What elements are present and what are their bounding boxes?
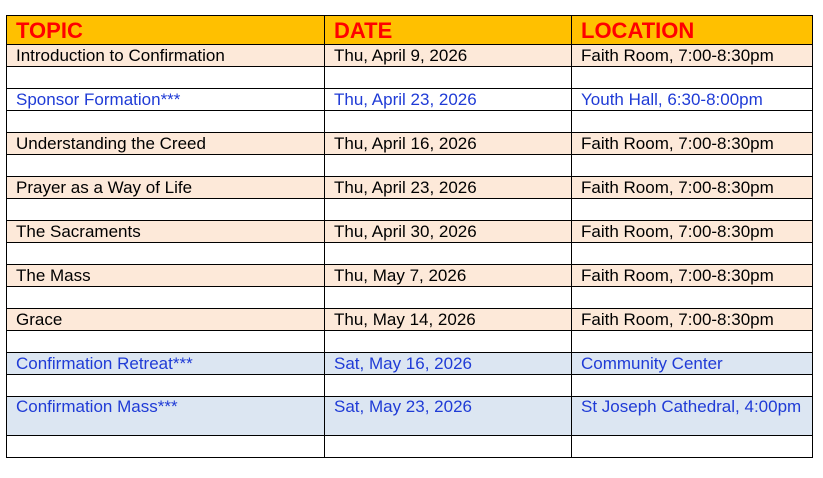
date-cell: Thu, April 9, 2026 [325, 45, 572, 67]
location-header: LOCATION [572, 16, 813, 45]
topic-cell: Grace [7, 309, 325, 331]
table-row [7, 353, 813, 375]
date-cell: Thu, April 16, 2026 [325, 133, 572, 155]
spacer-row [7, 287, 813, 309]
topic-cell: Confirmation Mass*** [7, 397, 325, 436]
table-row [7, 221, 813, 243]
spacer-row [7, 243, 813, 265]
location-cell: Youth Hall, 6:30-8:00pm [572, 89, 813, 111]
location-cell: Faith Room, 7:00-8:30pm [572, 45, 813, 67]
table-row [7, 177, 813, 199]
topic-cell: Prayer as a Way of Life [7, 177, 325, 199]
location-cell: Faith Room, 7:00-8:30pm [572, 221, 813, 243]
spacer-row [7, 331, 813, 353]
topic-cell: The Mass [7, 265, 325, 287]
topic-cell: Introduction to Confirmation [7, 45, 325, 67]
date-cell: Thu, April 23, 2026 [325, 89, 572, 111]
date-cell: Thu, May 14, 2026 [325, 309, 572, 331]
spacer-row [7, 67, 813, 89]
table-row [7, 397, 813, 436]
table-row [7, 265, 813, 287]
date-cell: Thu, April 30, 2026 [325, 221, 572, 243]
location-cell: Faith Room, 7:00-8:30pm [572, 177, 813, 199]
location-cell: Faith Room, 7:00-8:30pm [572, 133, 813, 155]
date-cell: Thu, May 7, 2026 [325, 265, 572, 287]
location-cell: Community Center [572, 353, 813, 375]
date-header: DATE [325, 16, 572, 45]
spacer-row [7, 436, 813, 458]
location-cell: Faith Room, 7:00-8:30pm [572, 265, 813, 287]
schedule-table [6, 15, 813, 458]
spacer-row [7, 155, 813, 177]
topic-cell: Sponsor Formation*** [7, 89, 325, 111]
topic-cell: Understanding the Creed [7, 133, 325, 155]
table-row [7, 309, 813, 331]
location-cell: St Joseph Cathedral, 4:00pm [572, 397, 813, 436]
spacer-row [7, 111, 813, 133]
spacer-row [7, 375, 813, 397]
spacer-row [7, 199, 813, 221]
date-cell: Sat, May 23, 2026 [325, 397, 572, 436]
location-cell: Faith Room, 7:00-8:30pm [572, 309, 813, 331]
topic-header: TOPIC [7, 16, 325, 45]
topic-cell: Confirmation Retreat*** [7, 353, 325, 375]
date-cell: Thu, April 23, 2026 [325, 177, 572, 199]
header-row [7, 16, 813, 45]
table-row [7, 89, 813, 111]
table-row [7, 45, 813, 67]
topic-cell: The Sacraments [7, 221, 325, 243]
table-row [7, 133, 813, 155]
date-cell: Sat, May 16, 2026 [325, 353, 572, 375]
